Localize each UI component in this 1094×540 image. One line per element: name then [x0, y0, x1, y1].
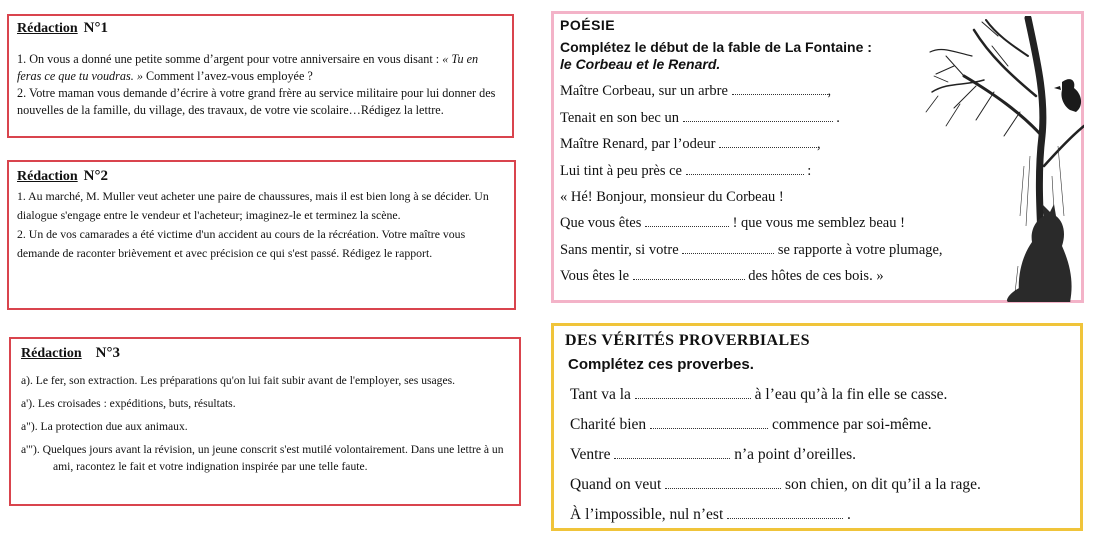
redaction-number: N°3 [95, 345, 121, 361]
redaction-2-item-2: 2. Un de vos camarades a été victime d'un accident au cours de la récréation. Votre maître vous demande de raconter brièvement et avec précision ce qui s'est passé. Rédigez le rapport. [17, 227, 466, 260]
line-text: commence par soi-même. [771, 416, 932, 433]
crow-icon [1061, 79, 1081, 112]
blank-field[interactable] [682, 243, 774, 254]
line-text: Maître Corbeau, sur un arbre [560, 83, 728, 99]
fable-line [560, 110, 840, 127]
fable-title: le Corbeau et le Renard. [560, 56, 721, 72]
redaction-2-box [7, 160, 516, 310]
redaction-3-item-a2: a"). La protection due aux animaux. [21, 420, 188, 433]
redaction-label: Rédaction [17, 21, 78, 36]
line-text: à l’eau qu’à la fin elle se casse. [754, 386, 948, 403]
line-text: Ventre [570, 446, 611, 463]
blank-field[interactable] [635, 388, 751, 399]
redaction-3-item-a3: a'"). Quelques jours avant la révision, un jeune conscrit s'est mutilé volontairement. Dans une lettre à un ami, racontez le fait et votre indignation inspirée par une telle faute. [21, 443, 504, 473]
proverbes-instruction: Complétez ces proverbes. [568, 356, 754, 373]
blank-field[interactable] [650, 418, 768, 429]
redaction-1-title [17, 20, 504, 37]
poesie-instruction: Complétez le début de la fable de La Fontaine : [560, 39, 872, 55]
proverbes-box [551, 323, 1083, 531]
proverb-line [570, 386, 947, 404]
line-text: ! que vous me semblez beau ! [732, 215, 905, 231]
proverb-line [570, 446, 856, 464]
blank-field[interactable] [727, 508, 843, 519]
fable-line [560, 83, 831, 100]
redaction-1-item-1 [17, 51, 504, 85]
line-text: Tenait en son bec un [560, 110, 679, 126]
blank-field[interactable] [732, 84, 828, 95]
line-text: Maître Renard, par l’odeur [560, 136, 716, 152]
line-text: , [827, 83, 832, 99]
redaction-2-item-1: 1. Au marché, M. Muller veut acheter une paire de chaussures, mais il est bien long à se décider. Un dialogue s'engage entre le vendeur et l'acheteur; imaginez-le et terminez la scène. [17, 189, 489, 222]
line-text: Vous êtes le [560, 268, 630, 284]
blank-field[interactable] [633, 269, 745, 280]
redaction-3-item-a: a). Le fer, son extraction. Les préparations qu'on lui fait subir avant de l'employer, ses usages. [21, 374, 456, 387]
proverb-line [570, 416, 932, 434]
line-text: Sans mentir, si votre [560, 242, 679, 258]
fable-line [560, 163, 811, 180]
redaction-label: Rédaction [21, 346, 82, 361]
blank-field[interactable] [683, 111, 833, 122]
item-text: Comment l’avez-vous employée ? [142, 69, 313, 83]
poesie-heading: POÉSIE [560, 17, 616, 33]
redaction-number: N°1 [83, 20, 109, 36]
line-text: « Hé! Bonjour, monsieur du Corbeau ! [560, 189, 784, 205]
line-text: : [807, 163, 812, 179]
proverbes-heading: DES VÉRITÉS PROVERBIALES [565, 332, 810, 349]
line-text: Que vous êtes [560, 215, 642, 231]
item-quote: « Tu en feras ce que tu voudras. » [17, 52, 479, 83]
blank-field[interactable] [614, 448, 730, 459]
poesie-box [551, 11, 1084, 303]
redaction-3-box [9, 337, 521, 506]
line-text: . [847, 506, 851, 523]
redaction-label: Rédaction [17, 169, 78, 184]
line-text: Quand on veut [570, 476, 662, 493]
line-text: des hôtes de ces bois. » [748, 268, 884, 284]
redaction-2-title [17, 168, 506, 185]
redaction-3-title [21, 345, 509, 362]
line-text: son chien, on dit qu’il a la rage. [785, 476, 981, 493]
line-text: n’a point d’oreilles. [734, 446, 857, 463]
blank-field[interactable] [686, 164, 804, 175]
fable-line [560, 189, 784, 206]
redaction-number: N°2 [83, 168, 109, 184]
blank-field[interactable] [665, 478, 781, 489]
redaction-1-box [7, 14, 514, 138]
line-text: se rapporte à votre plumage, [777, 242, 943, 258]
proverb-line [570, 506, 851, 524]
blank-field[interactable] [645, 216, 729, 227]
proverb-line [570, 476, 981, 494]
crow-fox-illustration [924, 16, 1084, 302]
blank-field[interactable] [719, 137, 817, 148]
fable-line [560, 268, 884, 285]
line-text: Lui tint à peu près ce [560, 163, 682, 179]
redaction-3-item-a1: a'). Les croisades : expéditions, buts, résultats. [21, 397, 236, 410]
fable-line [560, 136, 821, 153]
line-text: Charité bien [570, 416, 647, 433]
line-text: , [817, 136, 821, 152]
fable-line [560, 215, 905, 232]
line-text: À l’impossible, nul n’est [570, 506, 724, 523]
redaction-1-item-2: 2. Votre maman vous demande d’écrire à votre grand frère au service militaire pour lui donner des nouvelles de la famille, du village, des travaux, de votre vie scolaire…Rédigez la lettre. [17, 86, 496, 117]
line-text: Tant va la [570, 386, 631, 403]
item-text: 1. On vous a donné une petite somme d’argent pour votre anniversaire en vous disant : [17, 52, 443, 66]
line-text: . [836, 110, 840, 126]
fable-line [560, 242, 943, 259]
